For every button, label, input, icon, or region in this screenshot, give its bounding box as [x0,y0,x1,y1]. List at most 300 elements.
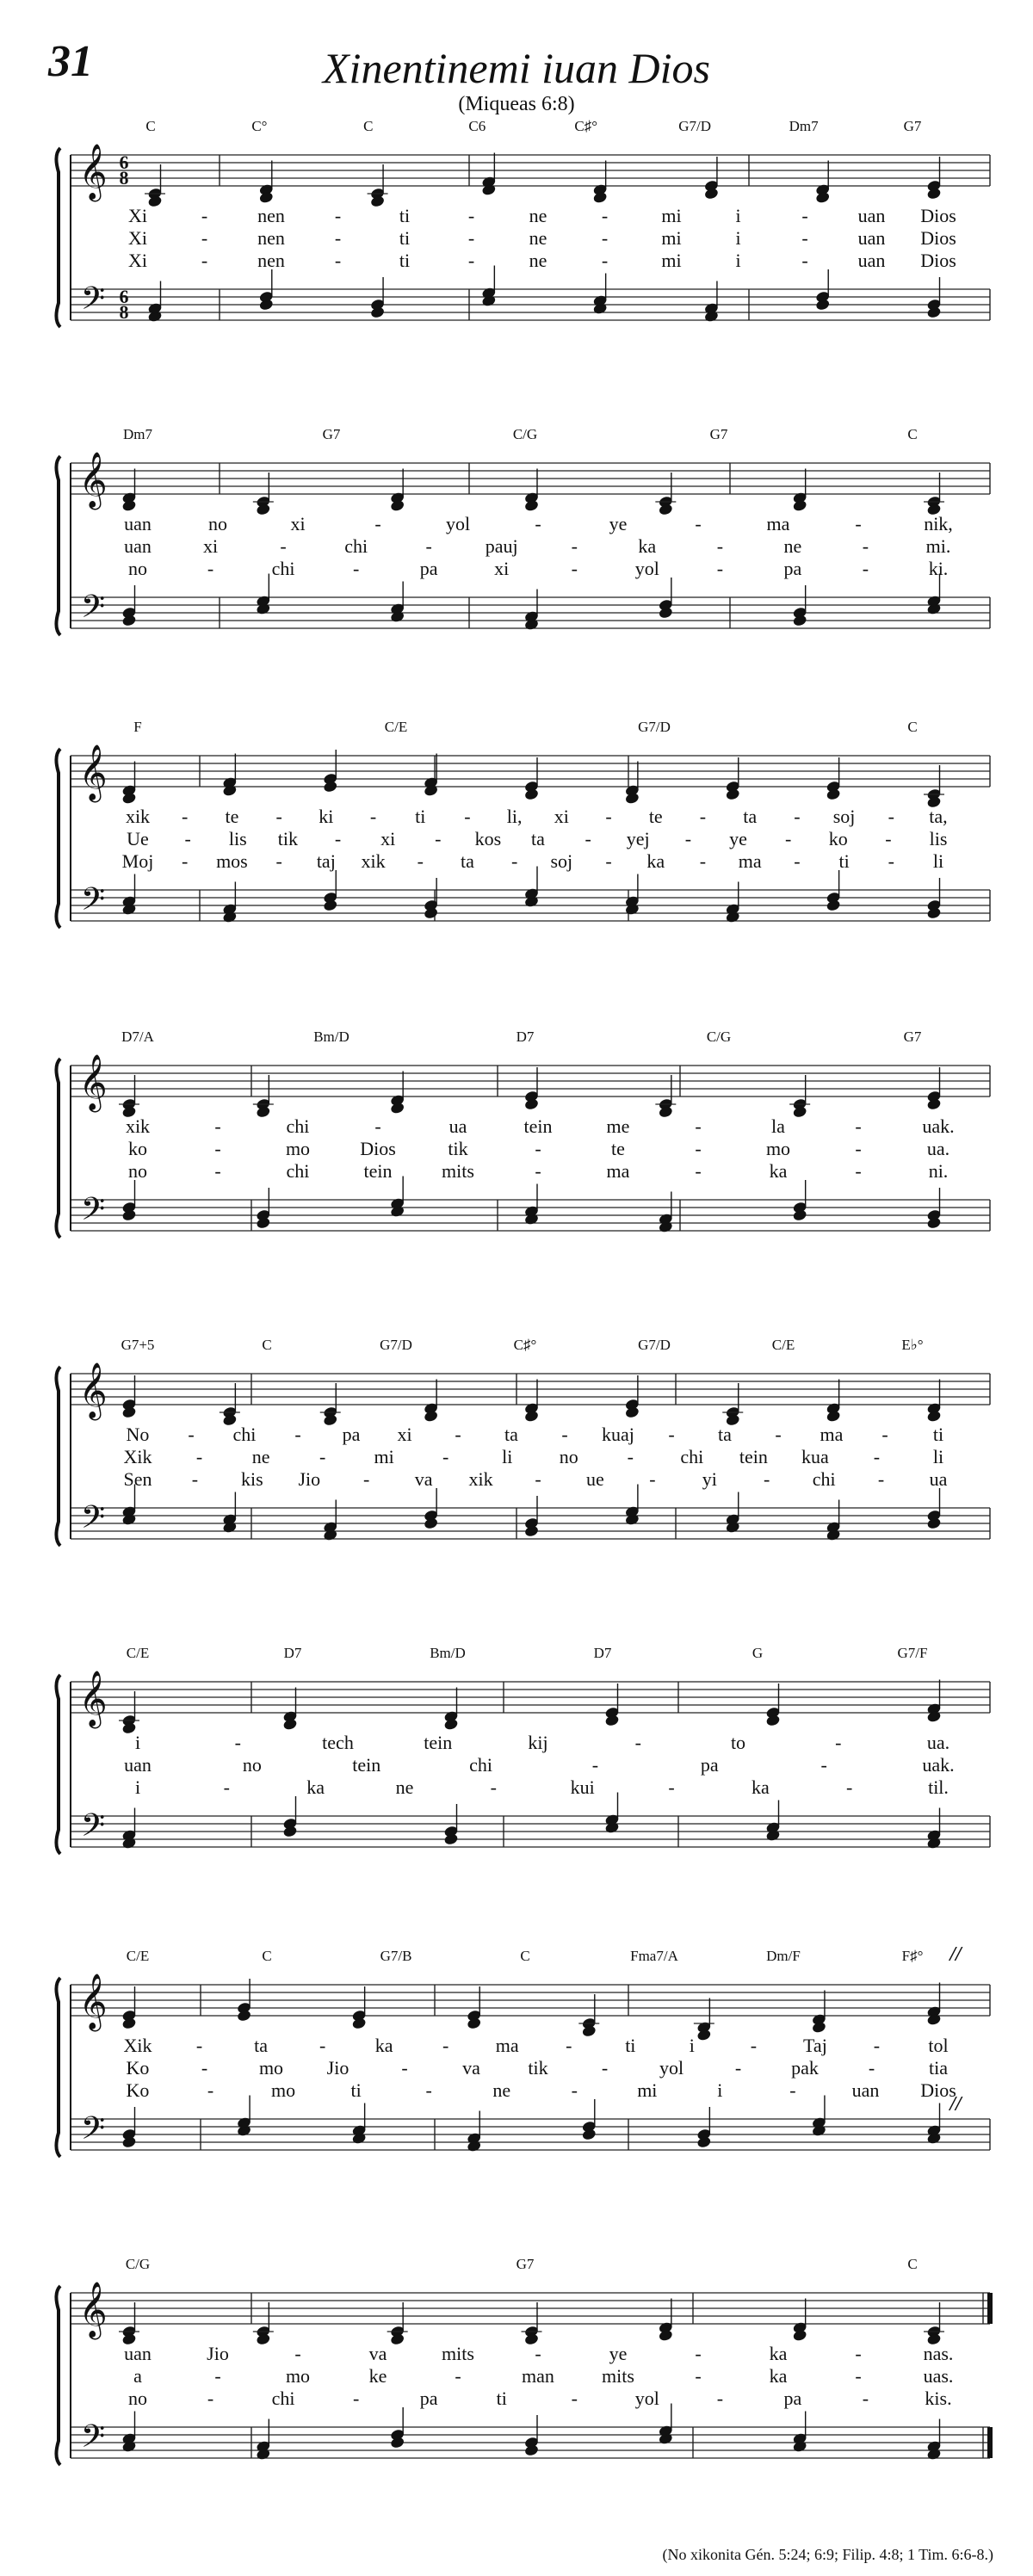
chord-symbol: C/G [512,426,538,442]
lyric-syllable: uak. [922,1754,955,1776]
lyric-hyphen: - [601,250,609,271]
treble-clef-icon: 𝄞 [78,1975,108,2029]
lyric-syllable: pa [783,558,802,579]
lyric-hyphen: - [601,205,609,226]
system-bracket [56,148,60,327]
lyric-hyphen: - [182,806,189,827]
lyric-hyphen: - [605,806,612,827]
lyric-syllable: Dios [920,250,956,271]
lyric-syllable: ma [738,850,762,872]
lyric-syllable: Taj [803,2035,827,2056]
chord-symbol: Bm/D [430,1645,466,1661]
lyric-syllable: va [368,2343,387,2364]
bass-clef-icon: 𝄢 [80,882,106,924]
lyric-hyphen: - [201,205,208,226]
lyric-hyphen: - [601,2057,609,2079]
lyric-syllable: ua [448,1115,467,1137]
lyric-syllable: tech [322,1732,354,1753]
lyric-syllable: ko [128,1138,147,1159]
chord-symbol: C/E [126,1645,150,1661]
lyric-hyphen: - [571,2388,578,2409]
lyric-syllable: xik [125,806,151,827]
lyric-syllable: yol [659,2057,684,2079]
lyric-syllable: ma [495,2035,519,2056]
treble-staff [71,756,990,787]
lyric-syllable: me [606,1115,630,1137]
chord-symbol: C♯° [513,1337,537,1353]
chord-symbol: G7/D [380,1337,412,1353]
chord-symbol: Dm7 [789,118,819,134]
repeat-mark: // [949,2093,962,2116]
lyric-hyphen: - [275,806,282,827]
chord-symbol: G7/D [678,118,712,134]
bass-staff [71,289,990,320]
lyric-syllable: ti [399,227,411,249]
lyric-hyphen: - [334,227,342,249]
lyric-syllable: mo [285,2365,311,2387]
lyric-syllable: ka [751,1776,770,1798]
lyric-syllable: chi [271,2388,295,2409]
bass-clef-icon: 𝄢 [80,2111,106,2153]
lyric-syllable: ke [368,2365,387,2387]
lyric-hyphen: - [319,1446,326,1467]
lyric-syllable: mo [285,1138,311,1159]
lyric-syllable: i [717,2079,723,2101]
bass-clef-icon: 𝄢 [80,590,106,632]
chord-symbol: F [133,719,142,735]
lyric-hyphen: - [605,850,612,872]
bass-clef-icon: 𝄢 [80,1500,106,1542]
treble-clef-icon: 𝄞 [78,746,108,800]
lyric-syllable: mits [442,1160,474,1182]
treble-staff [71,1682,990,1713]
lyric-syllable: ta [254,2035,269,2056]
lyric-syllable: xi [494,558,510,579]
lyric-syllable: ta [504,1424,518,1445]
lyric-hyphen: - [877,1468,885,1490]
lyric-hyphen: - [464,806,471,827]
lyric-hyphen: - [401,2057,408,2079]
treble-clef-icon: 𝄞 [78,1056,108,1109]
lyric-hyphen: - [442,1446,449,1467]
chord-symbol: Dm/F [766,1948,801,1964]
lyric-syllable: Xi [128,250,147,271]
lyric-syllable: pa [783,2388,802,2409]
lyric-syllable: to [730,1732,746,1753]
lyric-syllable: ko [828,828,848,849]
lyric-hyphen: - [455,2365,461,2387]
lyric-hyphen: - [510,850,518,872]
lyric-syllable: Ko [126,2079,150,2101]
chord-symbol: G7 [516,2256,535,2272]
lyric-hyphen: - [855,1115,862,1137]
lyric-hyphen: - [352,558,360,579]
chord-symbol: G7 [903,1029,922,1045]
lyric-syllable: mits [442,2343,474,2364]
chord-symbol: D7/A [121,1029,154,1045]
time-signature-top: 6 [119,151,129,173]
lyric-hyphen: - [716,558,724,579]
lyric-syllable: te [648,806,663,827]
lyric-hyphen: - [571,558,578,579]
bass-clef-icon: 𝄢 [80,1192,106,1234]
chord-symbol: E♭° [901,1337,924,1353]
lyric-hyphen: - [571,535,578,557]
treble-staff [71,1985,990,2016]
lyric-syllable: ne [529,250,547,271]
lyric-hyphen: - [561,1424,568,1445]
lyric-syllable: ta [531,828,545,849]
lyric-hyphen: - [668,1424,675,1445]
lyric-hyphen: - [684,828,692,849]
lyric-hyphen: - [201,250,208,271]
lyric-syllable: pak [791,2057,819,2079]
lyric-syllable: li [932,850,944,872]
bass-staff [71,2119,990,2150]
lyric-syllable: va [462,2057,480,2079]
lyric-hyphen: - [535,2343,541,2364]
song-subtitle: (Miqueas 6:8) [458,93,575,115]
time-signature-bottom: 8 [119,301,129,323]
lyric-hyphen: - [885,828,892,849]
lyric-syllable: ua. [926,1138,950,1159]
lyric-syllable: ka [769,2343,788,2364]
lyric-hyphen: - [535,1138,541,1159]
lyric-hyphen: - [695,2343,702,2364]
lyric-syllable: kij [528,1732,548,1753]
lyric-syllable: Jio [326,2057,349,2079]
lyric-hyphen: - [374,513,381,534]
lyric-syllable: ni. [928,1160,949,1182]
lyric-hyphen: - [442,2035,449,2056]
chord-symbol: C [520,1948,530,1964]
treble-clef-icon: 𝄞 [78,1672,108,1726]
lyric-syllable: mo [271,2079,296,2101]
lyric-syllable: No [126,1424,150,1445]
lyric-syllable: pa [700,1754,719,1776]
lyric-hyphen: - [334,205,342,226]
lyric-hyphen: - [873,1446,881,1467]
lyric-syllable: mi [661,250,682,271]
lyric-syllable: mo [258,2057,284,2079]
lyric-syllable: Ko [126,2057,150,2079]
lyric-syllable: no [128,558,147,579]
lyric-syllable: uan [857,250,886,271]
lyric-syllable: ta [718,1424,732,1445]
chord-symbol: C [907,719,918,735]
treble-staff [71,155,990,186]
lyric-hyphen: - [363,1468,370,1490]
lyric-syllable: mos [216,850,248,872]
lyric-syllable: i [735,227,741,249]
lyric-syllable: uas. [923,2365,954,2387]
lyric-hyphen: - [195,1446,203,1467]
lyric-hyphen: - [334,828,342,849]
lyric-syllable: tein [523,1115,553,1137]
lyric-hyphen: - [716,2388,724,2409]
lyric-syllable: ki [319,806,334,827]
lyric-syllable: chi [271,558,295,579]
chord-symbol: C/E [771,1337,795,1353]
system-bracket [56,1367,60,1546]
lyric-syllable: ta [460,850,474,872]
chord-symbol: Dm7 [123,426,152,442]
lyric-syllable: xi [202,535,219,557]
chord-symbol: G7/B [380,1948,412,1964]
lyric-hyphen: - [820,1754,827,1776]
lyric-syllable: nen [257,250,285,271]
lyric-syllable: Ue [127,828,149,849]
treble-staff [71,1066,990,1096]
lyric-hyphen: - [855,1138,862,1159]
lyric-syllable: nen [257,227,285,249]
lyric-syllable: tein [363,1160,393,1182]
chord-symbol: Fma7/A [630,1948,678,1964]
treble-clef-icon: 𝄞 [78,1364,108,1418]
system-bracket [56,456,60,635]
treble-staff [71,2293,990,2324]
lyric-hyphen: - [794,850,801,872]
lyric-syllable: ka [638,535,657,557]
lyric-syllable: kuaj [602,1424,634,1445]
lyric-syllable: taj [316,850,336,872]
lyric-syllable: Jio [298,1468,321,1490]
lyric-syllable: Dios [360,1138,396,1159]
lyric-hyphen: - [188,1424,195,1445]
lyric-syllable: te [611,1138,625,1159]
chord-symbol: C♯° [574,118,598,134]
lyric-hyphen: - [634,1732,641,1753]
lyric-syllable: Jio [207,2343,229,2364]
lyric-syllable: nik, [924,513,953,534]
chord-symbol: F♯° [901,1948,924,1964]
lyric-syllable: tein [424,1732,453,1753]
lyric-syllable: uan [124,1754,152,1776]
lyric-syllable: uan [124,535,152,557]
chord-symbol: C [363,118,374,134]
lyric-hyphen: - [535,1160,541,1182]
lyric-hyphen: - [716,535,724,557]
lyric-hyphen: - [734,2057,742,2079]
chord-symbol: D7 [516,1029,535,1045]
lyric-hyphen: - [750,2035,758,2056]
chord-symbol: G7/F [897,1645,928,1661]
lyric-syllable: i [735,250,741,271]
lyric-hyphen: - [668,1776,675,1798]
lyric-syllable: ti [399,205,411,226]
lyric-syllable: ma [766,513,790,534]
lyric-hyphen: - [873,2035,881,2056]
lyric-syllable: kos [474,828,502,849]
lyric-hyphen: - [182,850,189,872]
lyric-syllable: ne [529,205,547,226]
lyric-syllable: Dios [920,205,956,226]
lyric-syllable: mi. [925,535,951,557]
treble-staff [71,463,990,494]
time-signature-top: 6 [119,286,129,307]
lyric-syllable: ti [415,806,426,827]
lyric-syllable: Xi [128,227,147,249]
lyric-syllable: tik [528,2057,548,2079]
lyric-syllable: tik [277,828,298,849]
lyric-syllable: ne [783,535,802,557]
lyric-hyphen: - [201,2057,208,2079]
lyric-hyphen: - [191,1468,199,1490]
lyric-syllable: ti [399,250,411,271]
lyric-hyphen: - [207,2079,214,2101]
lyric-syllable: xi [290,513,306,534]
lyric-syllable: lis [228,828,247,849]
lyric-syllable: a [133,2365,142,2387]
lyric-syllable: ue [586,1468,604,1490]
system-bracket [56,1059,60,1238]
lyric-syllable: uan [851,2079,880,2101]
lyric-hyphen: - [490,1776,497,1798]
lyric-hyphen: - [455,1424,461,1445]
lyric-hyphen: - [280,535,287,557]
lyric-hyphen: - [223,1776,230,1798]
lyric-syllable: ti [496,2388,507,2409]
lyric-syllable: yej [626,828,650,849]
chord-symbol: C/G [125,2256,151,2272]
lyric-hyphen: - [334,250,342,271]
lyric-syllable: li, [506,806,523,827]
lyric-syllable: tein [739,1446,768,1467]
lyric-syllable: kua [801,1446,829,1467]
lyric-syllable: ti [932,1424,944,1445]
lyric-hyphen: - [888,850,894,872]
lyric-syllable: ka [769,1160,788,1182]
lyric-syllable: yi [702,1468,717,1490]
lyric-hyphen: - [649,1468,656,1490]
lyric-syllable: ye [609,2343,628,2364]
lyric-syllable: Moj [121,850,154,872]
lyric-hyphen: - [374,1115,381,1137]
lyric-hyphen: - [184,828,191,849]
lyric-hyphen: - [699,850,707,872]
lyric-syllable: Xi [128,205,147,226]
lyric-syllable: yol [445,513,471,534]
lyric-hyphen: - [862,535,869,557]
chord-symbol: Bm/D [313,1029,349,1045]
lyric-syllable: tein [352,1754,381,1776]
lyric-syllable: chi [469,1754,493,1776]
lyric-syllable: chi [680,1446,704,1467]
lyric-hyphen: - [591,1754,599,1776]
lyric-hyphen: - [566,2035,572,2056]
lyric-hyphen: - [214,1138,221,1159]
lyric-hyphen: - [855,1160,862,1182]
lyric-hyphen: - [214,1115,221,1137]
time-signature-bottom: 8 [119,167,129,188]
lyric-syllable: ka [769,2365,788,2387]
lyric-syllable: no [559,1446,578,1467]
lyric-hyphen: - [855,2365,862,2387]
chord-symbol: C/E [384,719,408,735]
lyric-syllable: ki. [928,558,949,579]
chord-symbol: C [907,2256,918,2272]
lyric-hyphen: - [789,2079,796,2101]
lyric-hyphen: - [214,1160,221,1182]
lyric-syllable: no [242,1754,262,1776]
chord-symbol: G7/D [638,719,671,735]
system-bracket [56,749,60,928]
chord-symbol: G7+5 [121,1337,155,1353]
lyric-syllable: tia [929,2057,948,2079]
lyric-syllable: i [134,1776,141,1798]
bass-clef-icon: 𝄢 [80,281,106,324]
lyric-hyphen: - [195,2035,203,2056]
chord-symbol: D7 [283,1645,302,1661]
lyric-hyphen: - [764,1468,770,1490]
chord-symbol: C/E [126,1948,150,1964]
lyric-hyphen: - [234,1732,241,1753]
lyric-syllable: pa [419,2388,438,2409]
lyric-syllable: Xik [123,2035,152,2056]
lyric-syllable: lis [929,828,948,849]
lyric-syllable: mi [661,227,682,249]
lyric-syllable: xik [125,1115,151,1137]
system-bracket [56,2286,60,2465]
lyric-hyphen: - [467,227,475,249]
lyric-syllable: chi [344,535,368,557]
lyric-syllable: xik [361,850,386,872]
chord-symbol: C [262,1948,272,1964]
scripture-footnote: (No xikonita Gén. 5:24; 6:9; Filip. 4:8; 1 Tim. 6:6-8.) [662,2546,993,2563]
lyric-syllable: chi [232,1424,257,1445]
lyric-syllable: soj [550,850,573,872]
lyric-syllable: chi [286,1115,310,1137]
chord-symbol: C/G [706,1029,732,1045]
song-number: 31 [48,37,93,86]
lyric-syllable: uan [124,513,152,534]
treble-clef-icon: 𝄞 [78,2283,108,2337]
lyric-hyphen: - [695,513,702,534]
lyric-hyphen: - [417,850,424,872]
lyric-syllable: til. [928,1776,949,1798]
treble-clef-icon: 𝄞 [78,454,108,507]
lyric-hyphen: - [801,250,808,271]
chord-symbol: G7 [709,426,728,442]
lyric-syllable: Xik [123,1446,152,1467]
lyric-syllable: kis [241,1468,263,1490]
lyric-syllable: ne [529,227,547,249]
lyric-hyphen: - [535,1468,541,1490]
chord-symbol: C° [251,118,268,134]
lyric-hyphen: - [425,535,432,557]
bass-clef-icon: 𝄢 [80,1808,106,1850]
chord-symbol: G7 [903,118,922,134]
lyric-syllable: ne [395,1776,414,1798]
lyric-syllable: ka [374,2035,393,2056]
lyric-syllable: i [689,2035,695,2056]
lyric-syllable: pa [419,558,438,579]
treble-staff [71,1374,990,1405]
lyric-syllable: nas. [923,2343,954,2364]
lyric-syllable: xi [554,806,569,827]
chord-symbol: D7 [593,1645,612,1661]
lyric-syllable: Sen [123,1468,152,1490]
lyric-syllable: Dios [920,2079,956,2101]
chord-symbol: C [907,426,918,442]
lyric-syllable: xik [468,1468,493,1490]
lyric-hyphen: - [467,205,475,226]
lyric-hyphen: - [294,1424,301,1445]
lyric-hyphen: - [207,558,214,579]
lyric-syllable: li [932,1446,944,1467]
lyric-hyphen: - [784,828,792,849]
lyric-hyphen: - [627,1446,634,1467]
